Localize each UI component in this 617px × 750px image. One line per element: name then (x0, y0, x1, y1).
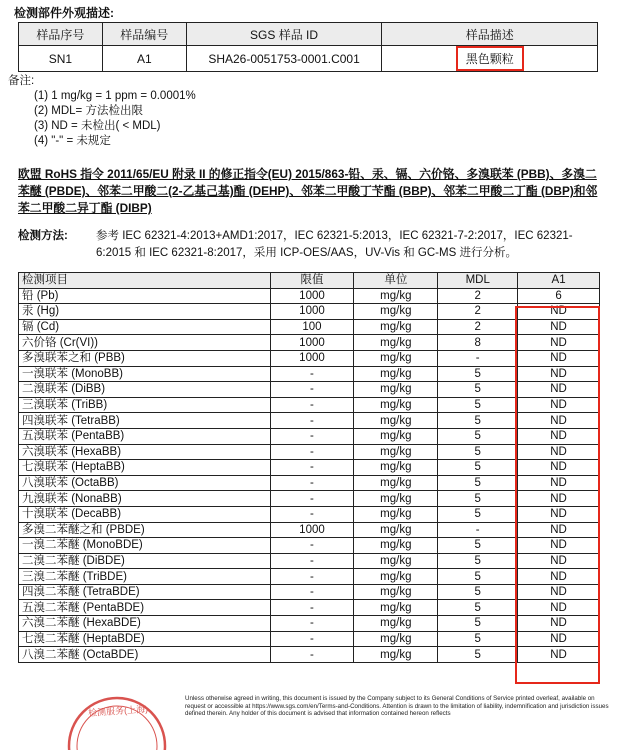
limit: - (270, 553, 354, 569)
mdl: 2 (438, 304, 518, 320)
mdl: 5 (438, 491, 518, 507)
unit: mg/kg (354, 304, 438, 320)
limit: - (270, 460, 354, 476)
limit: - (270, 616, 354, 632)
limit: 100 (270, 319, 354, 335)
result-row (19, 304, 600, 320)
unit: mg/kg (354, 538, 438, 554)
note-item: (1) 1 mg/kg = 1 ppm = 0.0001% (34, 90, 196, 102)
result-row (19, 460, 600, 476)
test-item: 二溴联苯 (DiBB) (19, 382, 271, 398)
mdl: 5 (438, 538, 518, 554)
header-mdl: MDL (438, 273, 518, 289)
header-unit: 单位 (354, 273, 438, 289)
unit: mg/kg (354, 366, 438, 382)
a1-result: ND (518, 538, 600, 554)
unit: mg/kg (354, 616, 438, 632)
method-text: 参考 IEC 62321-4:2013+AMD1:2017，IEC 62321-5:2013，IEC 62321-7-2:2017，IEC 62321-6:2015 和 IEC 62321-8:2017，采用 ICP-OES/AAS，UV-Vis 和 GC-MS 进行分析。 (96, 230, 573, 259)
method-label: 检测方法: (18, 230, 68, 242)
result-row (19, 506, 600, 522)
a1-result: ND (518, 413, 600, 429)
unit: mg/kg (354, 506, 438, 522)
unit: mg/kg (354, 553, 438, 569)
result-row (19, 335, 600, 351)
unit: mg/kg (354, 382, 438, 398)
unit: mg/kg (354, 460, 438, 476)
limit: - (270, 647, 354, 663)
header-sgs-id: SGS 样品 ID (186, 23, 382, 46)
a1-result: ND (518, 350, 600, 366)
mdl: 5 (438, 569, 518, 585)
test-item: 汞 (Hg) (19, 304, 271, 320)
sample-table (18, 22, 598, 72)
mdl: - (438, 350, 518, 366)
limit: - (270, 538, 354, 554)
limit: - (270, 569, 354, 585)
unit: mg/kg (354, 600, 438, 616)
unit: mg/kg (354, 475, 438, 491)
unit: mg/kg (354, 522, 438, 538)
mdl: 5 (438, 460, 518, 476)
unit: mg/kg (354, 444, 438, 460)
result-row (19, 647, 600, 663)
note-item: (2) MDL= 方法检出限 (34, 105, 143, 117)
test-item: 四溴二苯醚 (TetraBDE) (19, 584, 271, 600)
mdl: 8 (438, 335, 518, 351)
limit: - (270, 366, 354, 382)
limit: - (270, 584, 354, 600)
test-item: 九溴联苯 (NonaBB) (19, 491, 271, 507)
sample-desc-cell (382, 46, 598, 72)
test-item: 五溴联苯 (PentaBB) (19, 428, 271, 444)
mdl: 5 (438, 647, 518, 663)
limit: - (270, 600, 354, 616)
test-item: 十溴联苯 (DecaBB) (19, 506, 271, 522)
mdl: 2 (438, 288, 518, 304)
a1-result: ND (518, 304, 600, 320)
unit: mg/kg (354, 569, 438, 585)
unit: mg/kg (354, 631, 438, 647)
limit: 1000 (270, 288, 354, 304)
mdl: 5 (438, 600, 518, 616)
test-item: 多溴联苯之和 (PBB) (19, 350, 271, 366)
limit: - (270, 413, 354, 429)
result-row (19, 491, 600, 507)
mdl: 5 (438, 616, 518, 632)
test-item: 一溴联苯 (MonoBB) (19, 366, 271, 382)
test-item: 一溴二苯醚 (MonoBDE) (19, 538, 271, 554)
result-row (19, 631, 600, 647)
result-row (19, 288, 600, 304)
result-row (19, 413, 600, 429)
test-item: 三溴二苯醚 (TriBDE) (19, 569, 271, 585)
limit: - (270, 631, 354, 647)
unit: mg/kg (354, 350, 438, 366)
unit: mg/kg (354, 584, 438, 600)
result-row (19, 382, 600, 398)
sample-row (19, 46, 598, 72)
a1-result: ND (518, 647, 600, 663)
a1-result: ND (518, 616, 600, 632)
unit: mg/kg (354, 428, 438, 444)
sample-code: A1 (102, 46, 186, 72)
test-item: 七溴联苯 (HeptaBB) (19, 460, 271, 476)
test-item: 二溴二苯醚 (DiBDE) (19, 553, 271, 569)
test-item: 六溴二苯醚 (HexaBDE) (19, 616, 271, 632)
test-item: 四溴联苯 (TetraBB) (19, 413, 271, 429)
mdl: 5 (438, 631, 518, 647)
a1-result: ND (518, 366, 600, 382)
test-item: 七溴二苯醚 (HeptaBDE) (19, 631, 271, 647)
unit: mg/kg (354, 647, 438, 663)
mdl: 5 (438, 584, 518, 600)
a1-result: ND (518, 428, 600, 444)
test-item: 八溴联苯 (OctaBB) (19, 475, 271, 491)
test-item: 六溴联苯 (HexaBB) (19, 444, 271, 460)
result-row (19, 553, 600, 569)
limit: - (270, 428, 354, 444)
disclaimer: Unless otherwise agreed in writing, this document is issued by the Company subject to its General Conditions of Service printed overleaf, available on request or accessible at https://www.sgs.com/en/Terms-and-Conditions. Attention is drawn to the limitation of liability, indemnification and jurisdiction issues defined therein. Any holder of this document is advised that information contained hereon reflects (185, 695, 609, 718)
standard-title: 欧盟 RoHS 指令 2011/65/EU 附录 II 的修正指令(EU) 2015/863-铅、汞、镉、六价铬、多溴联苯 (PBB)、多溴二苯醚 (PBDE)、邻苯二甲酸二(2-乙基己基)酯 (DEHP)、邻苯二甲酸丁苄酯 (BBP)、邻苯二甲酸二丁酯 (DBP)和邻苯二甲酸二异丁酯 (DIBP) (18, 167, 598, 215)
notes-label: 备注: (8, 75, 35, 87)
sample-table-header (19, 23, 598, 46)
a1-results-highlight (515, 306, 600, 684)
sample-no: SN1 (19, 46, 103, 72)
a1-result: 6 (518, 288, 600, 304)
test-item: 多溴二苯醚之和 (PBDE) (19, 522, 271, 538)
note-item: (3) ND = 未检出( < MDL) (34, 120, 161, 132)
notes (8, 74, 196, 149)
a1-result: ND (518, 475, 600, 491)
unit: mg/kg (354, 335, 438, 351)
a1-result: ND (518, 600, 600, 616)
result-row (19, 600, 600, 616)
a1-result: ND (518, 553, 600, 569)
test-item: 镉 (Cd) (19, 319, 271, 335)
result-row (19, 397, 600, 413)
mdl: 5 (438, 413, 518, 429)
sample-desc-highlight: 黑色颗粒 (456, 46, 524, 71)
result-row (19, 616, 600, 632)
result-row (19, 350, 600, 366)
result-row (19, 584, 600, 600)
result-row (19, 366, 600, 382)
note-item: (4) "-" = 未规定 (34, 135, 111, 147)
limit: 1000 (270, 304, 354, 320)
mdl: 5 (438, 506, 518, 522)
unit: mg/kg (354, 413, 438, 429)
limit: 1000 (270, 522, 354, 538)
header-sample-code: 样品编号 (102, 23, 186, 46)
mdl: 2 (438, 319, 518, 335)
result-row (19, 538, 600, 554)
test-item: 铅 (Pb) (19, 288, 271, 304)
a1-result: ND (518, 335, 600, 351)
test-item: 五溴二苯醚 (PentaBDE) (19, 600, 271, 616)
a1-result: ND (518, 382, 600, 398)
results-header (19, 273, 600, 289)
a1-result: ND (518, 491, 600, 507)
a1-result: ND (518, 460, 600, 476)
unit: mg/kg (354, 288, 438, 304)
mdl: 5 (438, 366, 518, 382)
result-row (19, 569, 600, 585)
a1-result: ND (518, 397, 600, 413)
mdl: 5 (438, 428, 518, 444)
limit: - (270, 382, 354, 398)
a1-result: ND (518, 319, 600, 335)
test-item: 三溴联苯 (TriBB) (19, 397, 271, 413)
results-body (19, 288, 600, 662)
a1-result: ND (518, 522, 600, 538)
limit: - (270, 444, 354, 460)
a1-result: ND (518, 631, 600, 647)
test-item: 八溴二苯醚 (OctaBDE) (19, 647, 271, 663)
mdl: 5 (438, 444, 518, 460)
mdl: - (438, 522, 518, 538)
mdl: 5 (438, 553, 518, 569)
unit: mg/kg (354, 491, 438, 507)
a1-result: ND (518, 569, 600, 585)
a1-result: ND (518, 506, 600, 522)
sgs-sample-id: SHA26-0051753-0001.C001 (186, 46, 382, 72)
header-sample-no: 样品序号 (19, 23, 103, 46)
limit: - (270, 491, 354, 507)
header-test-item: 检测项目 (19, 273, 271, 289)
result-row (19, 444, 600, 460)
a1-result: ND (518, 584, 600, 600)
limit: - (270, 475, 354, 491)
test-item: 六价铬 (Cr(VI)) (19, 335, 271, 351)
header-a1: A1 (518, 273, 600, 289)
limit: - (270, 397, 354, 413)
stamp-text: 检测服务(上海) (87, 703, 149, 719)
limit: - (270, 506, 354, 522)
unit: mg/kg (354, 319, 438, 335)
result-row (19, 475, 600, 491)
limit: 1000 (270, 335, 354, 351)
result-row (19, 428, 600, 444)
company-stamp (62, 690, 172, 750)
mdl: 5 (438, 397, 518, 413)
appearance-section-title: 检测部件外观描述: (14, 6, 114, 20)
results-table (18, 272, 600, 663)
mdl: 5 (438, 475, 518, 491)
a1-result: ND (518, 444, 600, 460)
mdl: 5 (438, 382, 518, 398)
result-row (19, 522, 600, 538)
unit: mg/kg (354, 397, 438, 413)
header-sample-desc: 样品描述 (382, 23, 598, 46)
header-limit: 限值 (270, 273, 354, 289)
limit: 1000 (270, 350, 354, 366)
result-row (19, 319, 600, 335)
